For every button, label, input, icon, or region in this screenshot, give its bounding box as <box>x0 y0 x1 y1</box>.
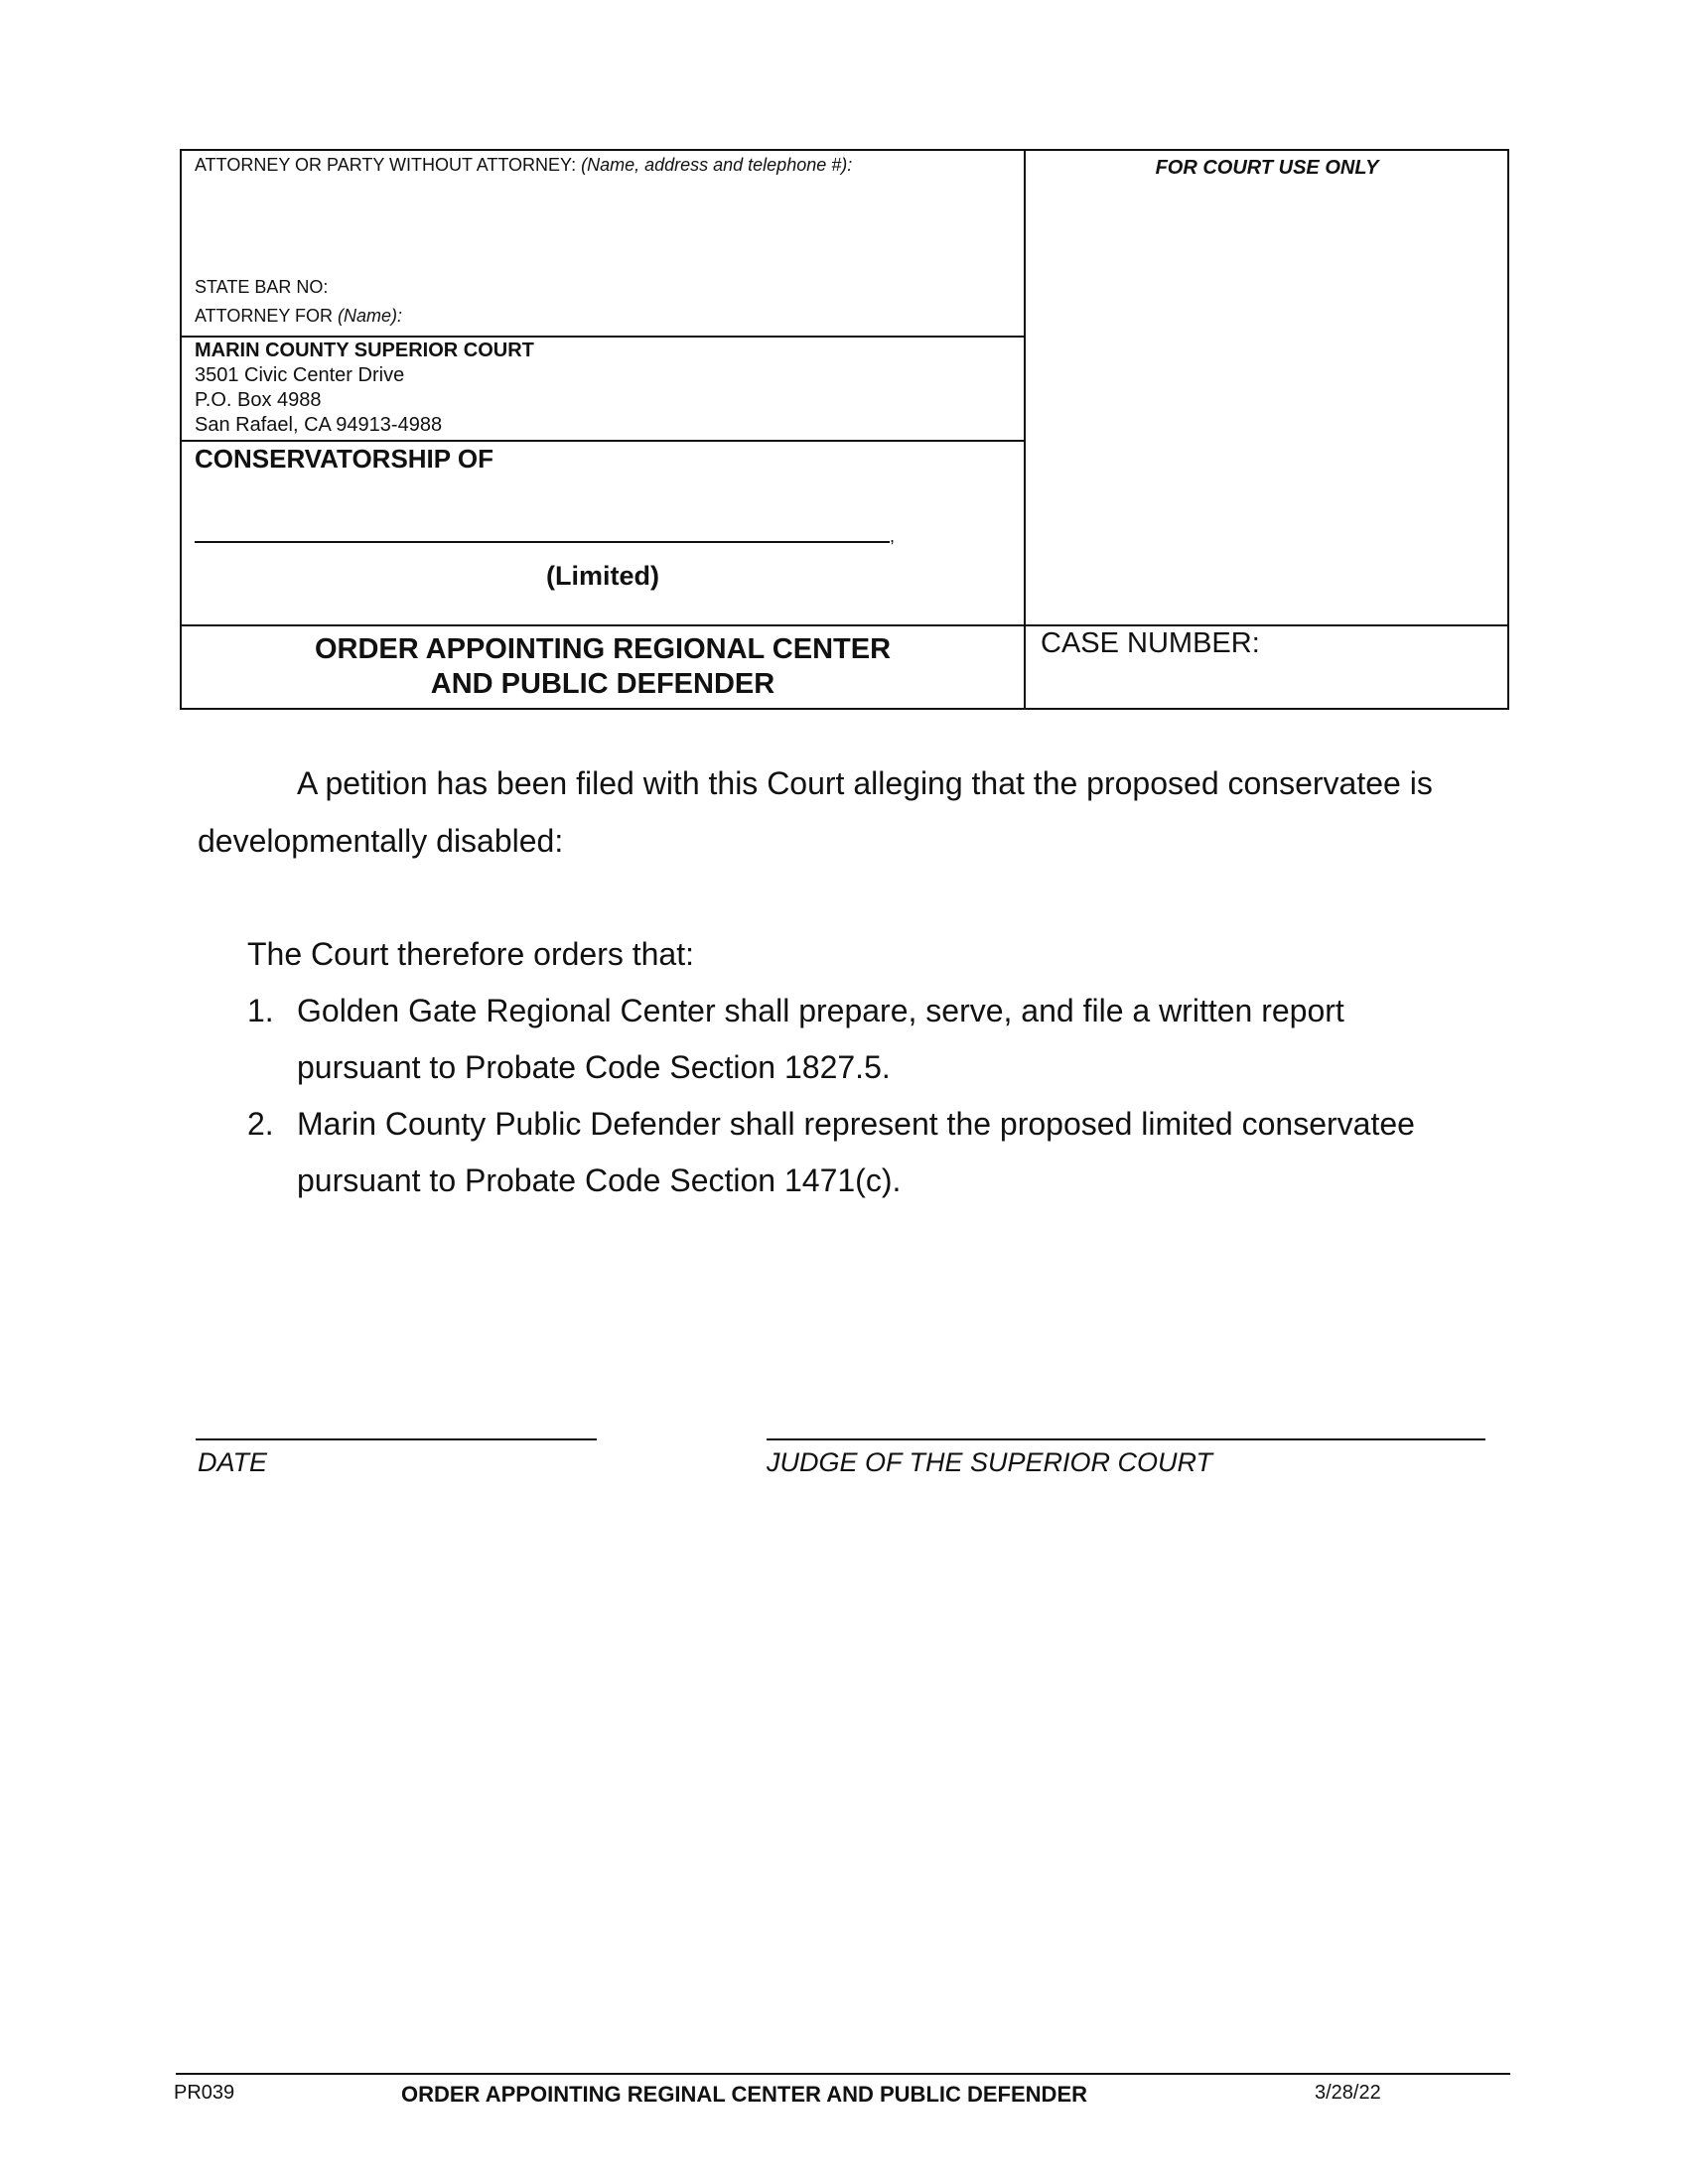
order-item-text: Golden Gate Regional Center shall prepare, serve, and file a written report <box>297 993 1344 1028</box>
order-item-number: 2. <box>247 1106 274 1142</box>
court-section-divider <box>182 440 1024 442</box>
footer-rule <box>176 2073 1510 2075</box>
date-label: DATE <box>198 1447 268 1477</box>
attorney-section-divider <box>182 336 1024 338</box>
court-use-label: FOR COURT USE ONLY <box>1155 157 1379 179</box>
orders-intro: The Court therefore orders that: <box>247 936 694 972</box>
court-address-po-box: P.O. Box 4988 <box>195 389 322 411</box>
conservatee-name-line[interactable] <box>195 541 890 543</box>
document-title <box>182 632 1024 702</box>
attorney-hint: (Name, address and telephone #): <box>581 155 853 175</box>
document-title-line-1: ORDER APPOINTING REGIONAL CENTER <box>314 633 892 665</box>
footer-date: 3/28/22 <box>1315 2082 1381 2104</box>
footer-title: ORDER APPOINTING REGINAL CENTER AND PUBLIC DEFENDER <box>401 2082 1088 2107</box>
order-item-number: 1. <box>247 993 274 1028</box>
petition-text-line-1: A petition has been filed with this Court alleging that the proposed conservatee is <box>297 765 1433 801</box>
footer-form-id: PR039 <box>174 2082 235 2104</box>
judge-signature-line[interactable] <box>767 1438 1485 1440</box>
court-name: MARIN COUNTY SUPERIOR COURT <box>195 340 534 361</box>
caption-table <box>180 149 1509 710</box>
state-bar-label: STATE BAR NO: <box>195 277 329 297</box>
court-address-street: 3501 Civic Center Drive <box>195 364 405 386</box>
petition-text-line-2: developmentally disabled: <box>198 823 564 859</box>
date-signature-line[interactable] <box>196 1438 597 1440</box>
name-comma: , <box>890 526 896 546</box>
order-item-text: pursuant to Probate Code Section 1827.5. <box>297 1049 891 1085</box>
attorney-for-hint: (Name): <box>338 306 403 326</box>
attorney-for-label <box>195 305 402 327</box>
attorney-label-text: ATTORNEY OR PARTY WITHOUT ATTORNEY: <box>195 155 582 175</box>
title-row-divider <box>182 624 1509 626</box>
order-item-text: Marin County Public Defender shall represent the proposed limited conservatee <box>297 1106 1415 1142</box>
attorney-party-label <box>195 154 852 176</box>
document-title-line-2: AND PUBLIC DEFENDER <box>430 668 775 700</box>
order-item-text: pursuant to Probate Code Section 1471(c). <box>297 1162 902 1198</box>
court-address-city: San Rafael, CA 94913-4988 <box>195 414 443 436</box>
limited-label: (Limited) <box>546 561 659 591</box>
judge-label: JUDGE OF THE SUPERIOR COURT <box>767 1447 1213 1477</box>
attorney-for-text: ATTORNEY FOR <box>195 306 339 326</box>
conservatorship-heading: CONSERVATORSHIP OF <box>195 444 493 474</box>
case-number-label: CASE NUMBER: <box>1041 627 1260 659</box>
